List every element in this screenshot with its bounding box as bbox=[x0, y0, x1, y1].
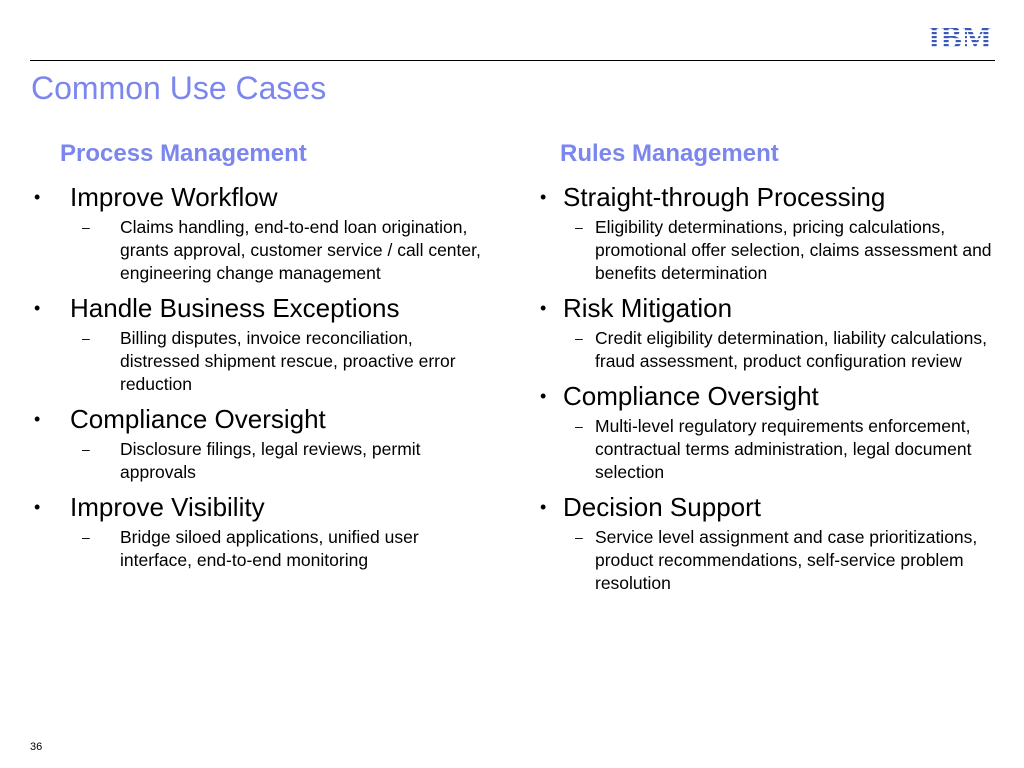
sub-bullet bbox=[538, 526, 1008, 595]
process-management-column bbox=[32, 140, 492, 580]
bullet-label: Improve Visibility bbox=[70, 492, 265, 522]
bullet-label: Handle Business Exceptions bbox=[70, 293, 400, 323]
bullet-item bbox=[32, 404, 492, 434]
bullet-item bbox=[32, 293, 492, 323]
sub-bullet-text: Claims handling, end-to-end loan origination, grants approval, customer service / call center, engineering change management bbox=[120, 217, 481, 283]
sub-bullet-text: Credit eligibility determination, liability calculations, fraud assessment, product configuration review bbox=[595, 328, 987, 371]
column-heading: Rules Management bbox=[560, 140, 779, 167]
bullet-item bbox=[538, 182, 1008, 212]
dash-icon: – bbox=[82, 441, 90, 457]
sub-bullet-text: Service level assignment and case prioritizations, product recommendations, self-service problem resolution bbox=[595, 527, 978, 593]
bullet-icon: • bbox=[540, 298, 547, 318]
dash-icon: – bbox=[575, 418, 583, 434]
sub-bullet bbox=[32, 526, 492, 572]
bullet-label: Improve Workflow bbox=[70, 182, 278, 212]
bullet-item bbox=[538, 492, 1008, 522]
sub-bullet bbox=[538, 327, 1008, 373]
bullet-icon: • bbox=[34, 497, 41, 517]
bullet-label: Risk Mitigation bbox=[563, 293, 733, 323]
dash-icon: – bbox=[82, 529, 90, 545]
bullet-icon: • bbox=[540, 497, 547, 517]
sub-bullet bbox=[32, 438, 492, 484]
sub-bullet-text: Disclosure filings, legal reviews, permit approvals bbox=[120, 439, 421, 482]
bullet-label: Decision Support bbox=[563, 492, 761, 522]
dash-icon: – bbox=[82, 219, 90, 235]
column-heading: Process Management bbox=[60, 140, 307, 167]
bullet-item bbox=[538, 293, 1008, 323]
bullet-label: Compliance Oversight bbox=[563, 381, 819, 411]
sub-bullet bbox=[32, 216, 492, 285]
sub-bullet bbox=[32, 327, 492, 396]
bullet-icon: • bbox=[34, 187, 41, 207]
sub-bullet bbox=[538, 216, 1008, 285]
sub-bullet-text: Bridge siloed applications, unified user interface, end-to-end monitoring bbox=[120, 527, 419, 570]
bullet-item bbox=[538, 381, 1008, 411]
bullet-item bbox=[32, 492, 492, 522]
bullet-item bbox=[32, 182, 492, 212]
sub-bullet-text: Eligibility determinations, pricing calculations, promotional offer selection, claims assessment and benefits determination bbox=[595, 217, 992, 283]
page-number: 36 bbox=[30, 741, 43, 753]
sub-bullet bbox=[538, 415, 1008, 484]
ibm-logo-text: IBM bbox=[928, 20, 992, 52]
page-title: Common Use Cases bbox=[31, 70, 327, 106]
ibm-logo bbox=[924, 20, 996, 52]
bullet-icon: • bbox=[540, 187, 547, 207]
header-rule bbox=[30, 60, 995, 61]
rules-management-column bbox=[538, 140, 1008, 603]
dash-icon: – bbox=[82, 330, 90, 346]
bullet-icon: • bbox=[540, 386, 547, 406]
bullet-icon: • bbox=[34, 298, 41, 318]
bullet-icon: • bbox=[34, 409, 41, 429]
bullet-label: Compliance Oversight bbox=[70, 404, 326, 434]
sub-bullet-text: Billing disputes, invoice reconciliation, distressed shipment rescue, proactive error reduction bbox=[120, 328, 456, 394]
sub-bullet-text: Multi-level regulatory requirements enforcement, contractual terms administration, legal document selection bbox=[595, 416, 972, 482]
dash-icon: – bbox=[575, 330, 583, 346]
dash-icon: – bbox=[575, 529, 583, 545]
dash-icon: – bbox=[575, 219, 583, 235]
bullet-label: Straight-through Processing bbox=[563, 182, 886, 212]
